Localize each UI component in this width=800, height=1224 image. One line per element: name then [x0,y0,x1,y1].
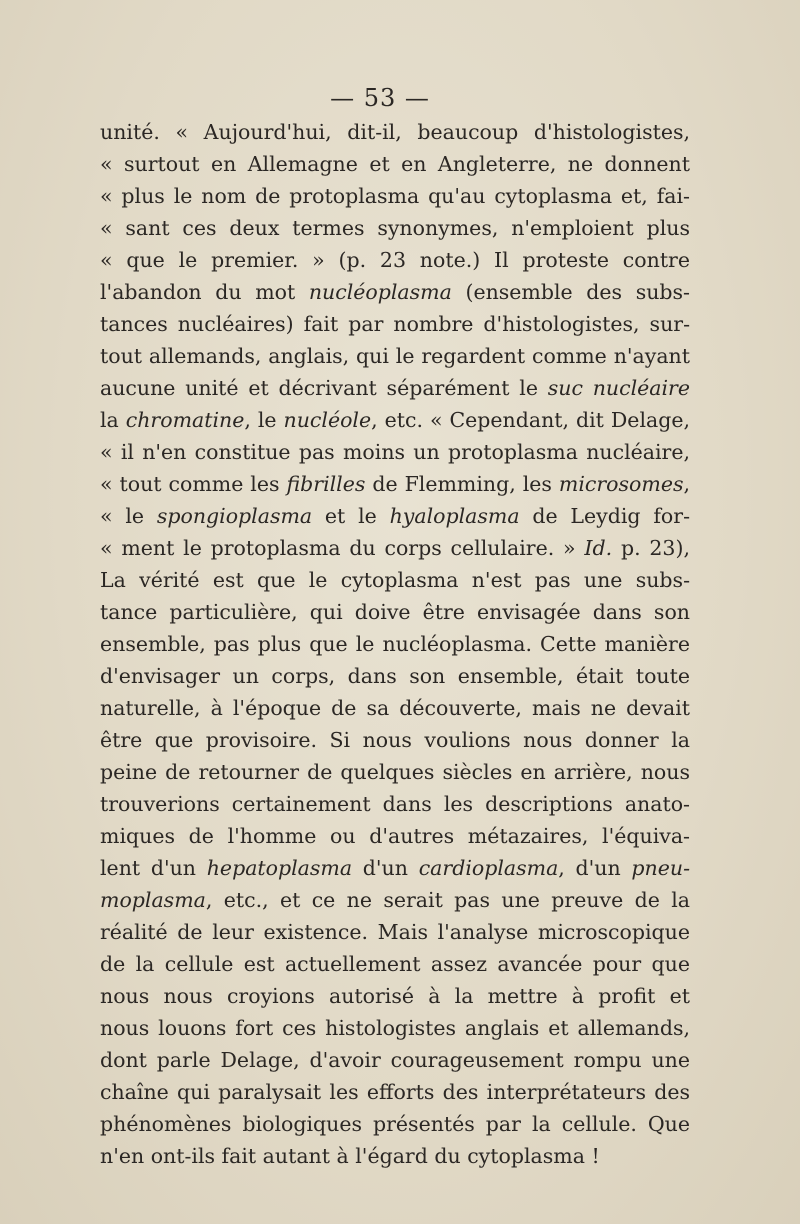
text-line [100,212,690,244]
text-segment: peine de retourner de quelques siècles en arrière, nous [100,760,690,784]
text-line [100,1140,690,1172]
text-segment: « le [100,504,157,528]
text-line [100,116,690,148]
italic-term: nucléoplasma [308,280,452,304]
body-text [100,116,690,1172]
text-line [100,980,690,1012]
text-segment: , etc. « Cependant, dit Delage, [371,408,690,432]
text-line [100,340,690,372]
text-segment: n'en ont-ils fait autant à l'égard du cytoplasma ! [100,1144,600,1168]
italic-term: moplasma [100,888,206,912]
italic-term: Id. [584,536,613,560]
text-line [100,148,690,180]
text-segment: (ensemble des subs- [451,280,690,304]
italic-term: hyaloplasma [389,504,520,528]
text-line [100,1076,690,1108]
text-segment: tance particulière, qui doive être envisagée dans son [100,600,690,624]
text-line [100,660,690,692]
italic-term: nucléole [283,408,372,432]
text-line [100,1044,690,1076]
text-line [100,756,690,788]
text-segment: unité. « Aujourd'hui, dit-il, beaucoup d'histologistes, [100,120,690,144]
text-line [100,852,690,884]
italic-term: hepatoplasma [206,856,353,880]
italic-term: spongioplasma [156,504,313,528]
text-segment: réalité de leur existence. Mais l'analyse microscopique [100,920,690,944]
italic-term: cardioplasma [418,856,559,880]
page-number: — 53 — [330,84,430,112]
text-segment: aucune unité et décrivant séparément le [100,376,548,400]
text-segment: phénomènes biologiques présentés par la cellule. Que [100,1112,690,1136]
text-segment: « plus le nom de protoplasma qu'au cytoplasma et, fai- [100,184,690,208]
text-segment: tances nucléaires) fait par nombre d'histologistes, sur- [100,312,690,336]
text-segment: La vérité est que le cytoplasma n'est pas une subs- [100,568,690,592]
text-line [100,820,690,852]
text-segment: naturelle, à l'époque de sa découverte, mais ne devait [100,696,690,720]
italic-term: fibrilles [286,472,366,496]
text-line [100,1012,690,1044]
text-segment: de la cellule est actuellement assez avancée pour que [100,952,690,976]
text-line [100,724,690,756]
text-line [100,468,690,500]
text-segment: la [100,408,126,432]
text-line [100,308,690,340]
text-line [100,596,690,628]
text-segment: chaîne qui paralysait les efforts des interprétateurs des [100,1080,690,1104]
text-segment: l'abandon du mot [100,280,309,304]
text-segment: « ment le protoplasma du corps cellulaire. » [100,536,585,560]
text-segment: , le [244,408,284,432]
text-segment: ensemble, pas plus que le nucléoplasma. Cette manière [100,632,690,656]
text-segment: de Leydig for- [519,504,691,528]
text-segment: lent d'un [100,856,207,880]
text-segment: miques de l'homme ou d'autres métazaires, l'équiva- [100,824,690,848]
text-segment: , d'un [558,856,632,880]
text-line [100,916,690,948]
text-segment: p. 23), [612,536,690,560]
text-segment: d'un [352,856,419,880]
italic-term: microsomes [558,472,684,496]
text-line [100,404,690,436]
text-segment: d'envisager un corps, dans son ensemble, était toute [100,664,690,688]
text-line [100,532,690,564]
text-segment: « tout comme les [100,472,287,496]
text-segment: et le [312,504,390,528]
text-line [100,564,690,596]
text-line [100,244,690,276]
italic-term: chromatine [125,408,245,432]
text-line [100,788,690,820]
text-segment: dont parle Delage, d'avoir courageusement rompu une [100,1048,690,1072]
text-segment: « que le premier. » (p. 23 note.) Il proteste contre [100,248,690,272]
text-line [100,372,690,404]
text-line [100,1108,690,1140]
text-line [100,948,690,980]
text-segment: trouverions certainement dans les descriptions anato- [100,792,690,816]
text-line [100,276,690,308]
italic-term: pneu- [631,856,691,880]
text-segment: « surtout en Allemagne et en Angleterre, ne donnent [100,152,690,176]
text-line [100,436,690,468]
text-segment: nous louons fort ces histologistes anglais et allemands, [100,1016,690,1040]
italic-term: suc nucléaire [547,376,690,400]
text-line [100,692,690,724]
text-line [100,500,690,532]
text-segment: être que provisoire. Si nous voulions nous donner la [100,728,690,752]
text-line [100,628,690,660]
text-segment: , [683,472,691,496]
text-segment: « sant ces deux termes synonymes, n'emploient plus [100,216,690,240]
text-segment: tout allemands, anglais, qui le regardent comme n'ayant [100,344,690,368]
text-segment: « il n'en constitue pas moins un protoplasma nucléaire, [100,440,690,464]
text-segment: de Flemming, les [365,472,559,496]
text-segment: , etc., et ce ne serait pas une preuve de la [205,888,690,912]
text-line [100,180,690,212]
text-line [100,884,690,916]
text-segment: nous nous croyions autorisé à la mettre à profit et [100,984,690,1008]
